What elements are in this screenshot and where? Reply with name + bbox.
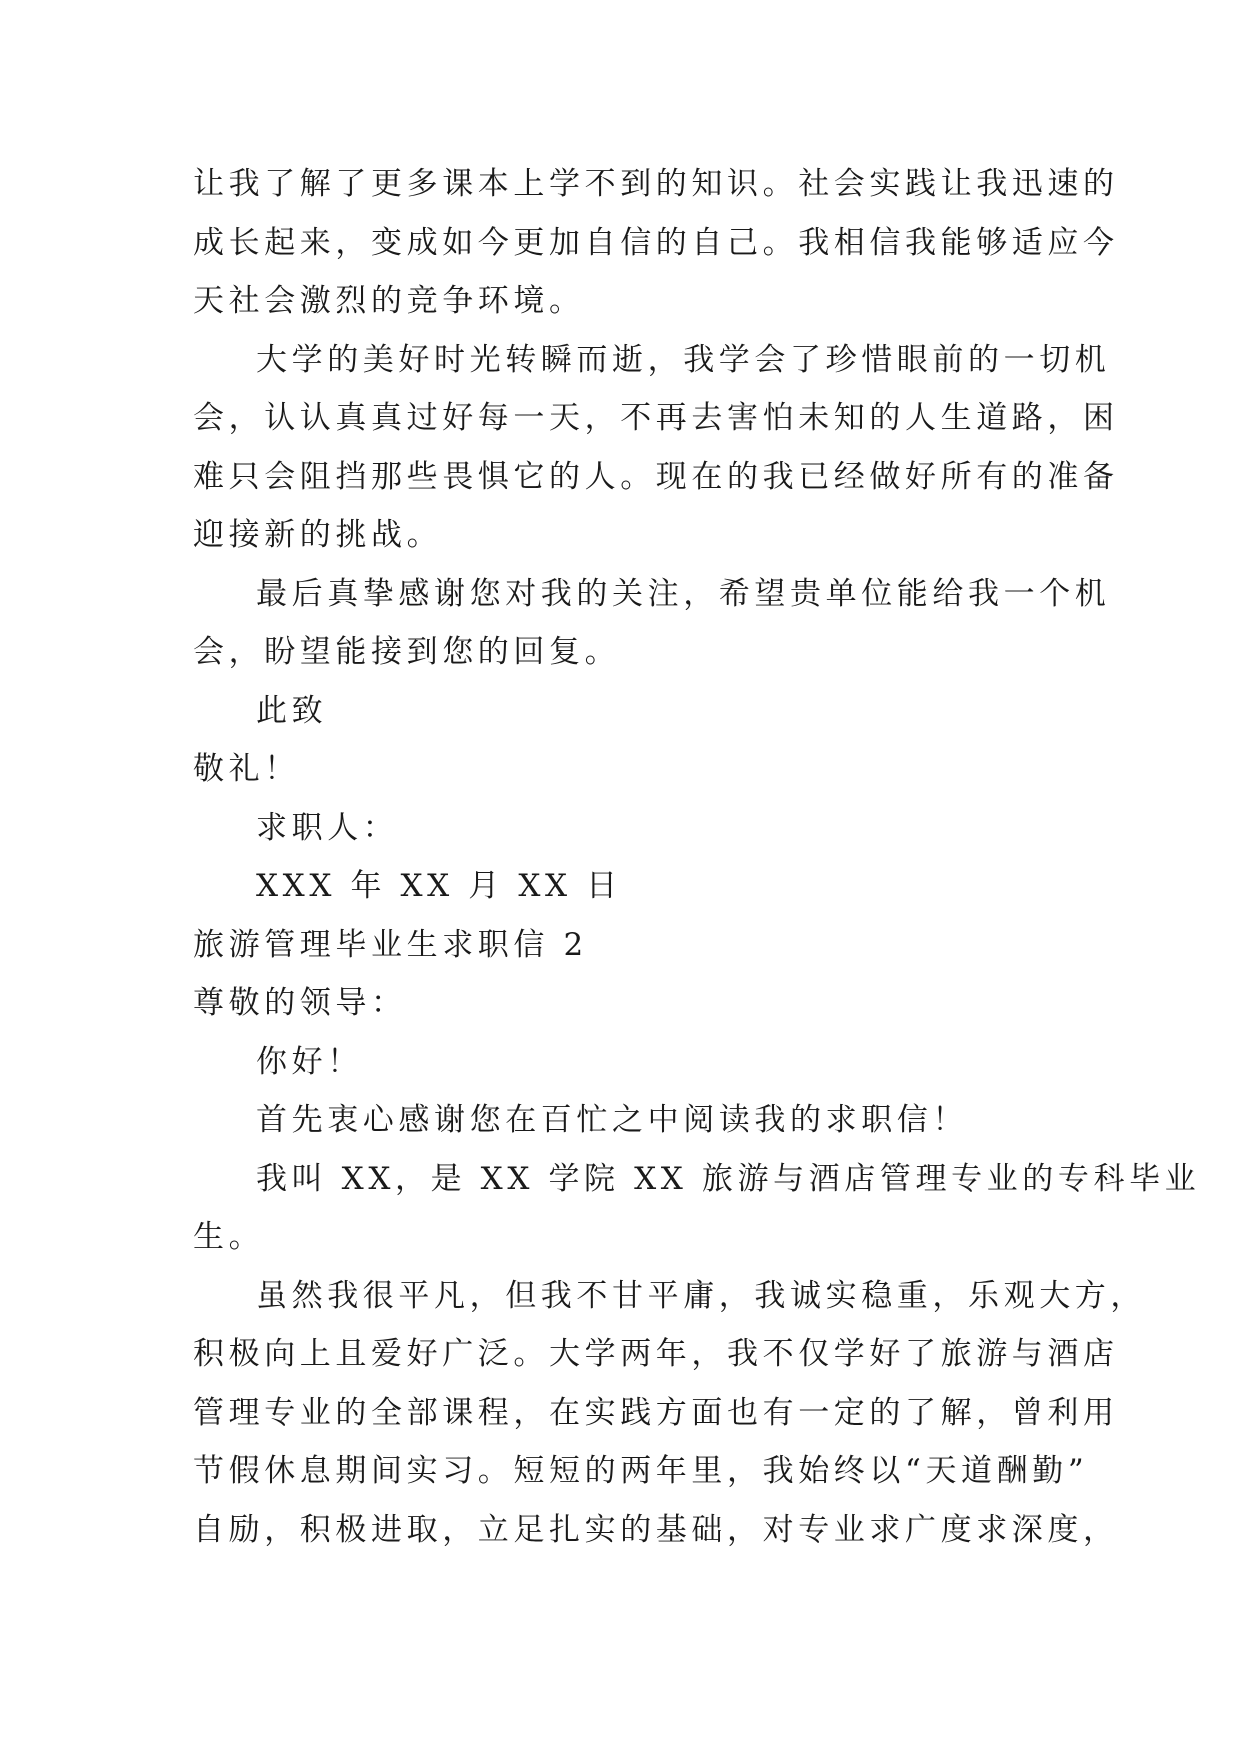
- text-line: 大学的美好时光转瞬而逝，我学会了珍惜眼前的一切机: [256, 341, 1111, 378]
- text-line: 管理专业的全部课程，在实践方面也有一定的了解，曾利用: [193, 1394, 1119, 1431]
- greeting: 尊敬的领导：: [193, 985, 407, 1021]
- text-line: 虽然我很平凡，但我不甘平庸，我诚实稳重，乐观大方，: [256, 1277, 1146, 1314]
- text-line: 自励，积极进取，立足扎实的基础，对专业求广度求深度，: [193, 1511, 1119, 1548]
- closing-phrase: 此致: [256, 692, 328, 729]
- text-line: 让我了解了更多课本上学不到的知识。社会实践让我迅速的: [193, 166, 1119, 202]
- text-line: 你好！: [256, 1043, 363, 1080]
- text-line: 会，盼望能接到您的回复。: [193, 634, 621, 670]
- text-line: 生。: [193, 1219, 265, 1255]
- text-line: 天社会激烈的竞争环境。: [193, 283, 585, 319]
- text-line: 首先衷心感谢您在百忙之中阅读我的求职信！: [256, 1102, 968, 1138]
- text-line: 节假休息期间实习。短短的两年里，我始终以“天道酬勤”: [193, 1453, 1089, 1489]
- text-line: 会，认认真真过好每一天，不再去害怕未知的人生道路，困: [193, 400, 1119, 436]
- text-line: 难只会阻挡那些畏惧它的人。现在的我已经做好所有的准备: [193, 458, 1119, 495]
- date-line: XXX 年 XX 月 XX 日: [256, 868, 622, 904]
- letter-title: 旅游管理毕业生求职信 2: [193, 926, 588, 963]
- text-line: 我叫 XX，是 XX 学院 XX 旅游与酒店管理专业的专科毕业: [256, 1160, 1201, 1197]
- text-line: 成长起来，变成如今更加自信的自己。我相信我能够适应今: [193, 224, 1119, 261]
- salutation: 敬礼！: [193, 751, 300, 787]
- signature-label: 求职人：: [256, 809, 399, 846]
- text-line: 最后真挚感谢您对我的关注，希望贵单位能给我一个机: [256, 575, 1111, 612]
- text-line: 积极向上且爱好广泛。大学两年，我不仅学好了旅游与酒店: [193, 1336, 1119, 1372]
- text-line: 迎接新的挑战。: [193, 517, 443, 553]
- document-body: [193, 155, 1201, 1559]
